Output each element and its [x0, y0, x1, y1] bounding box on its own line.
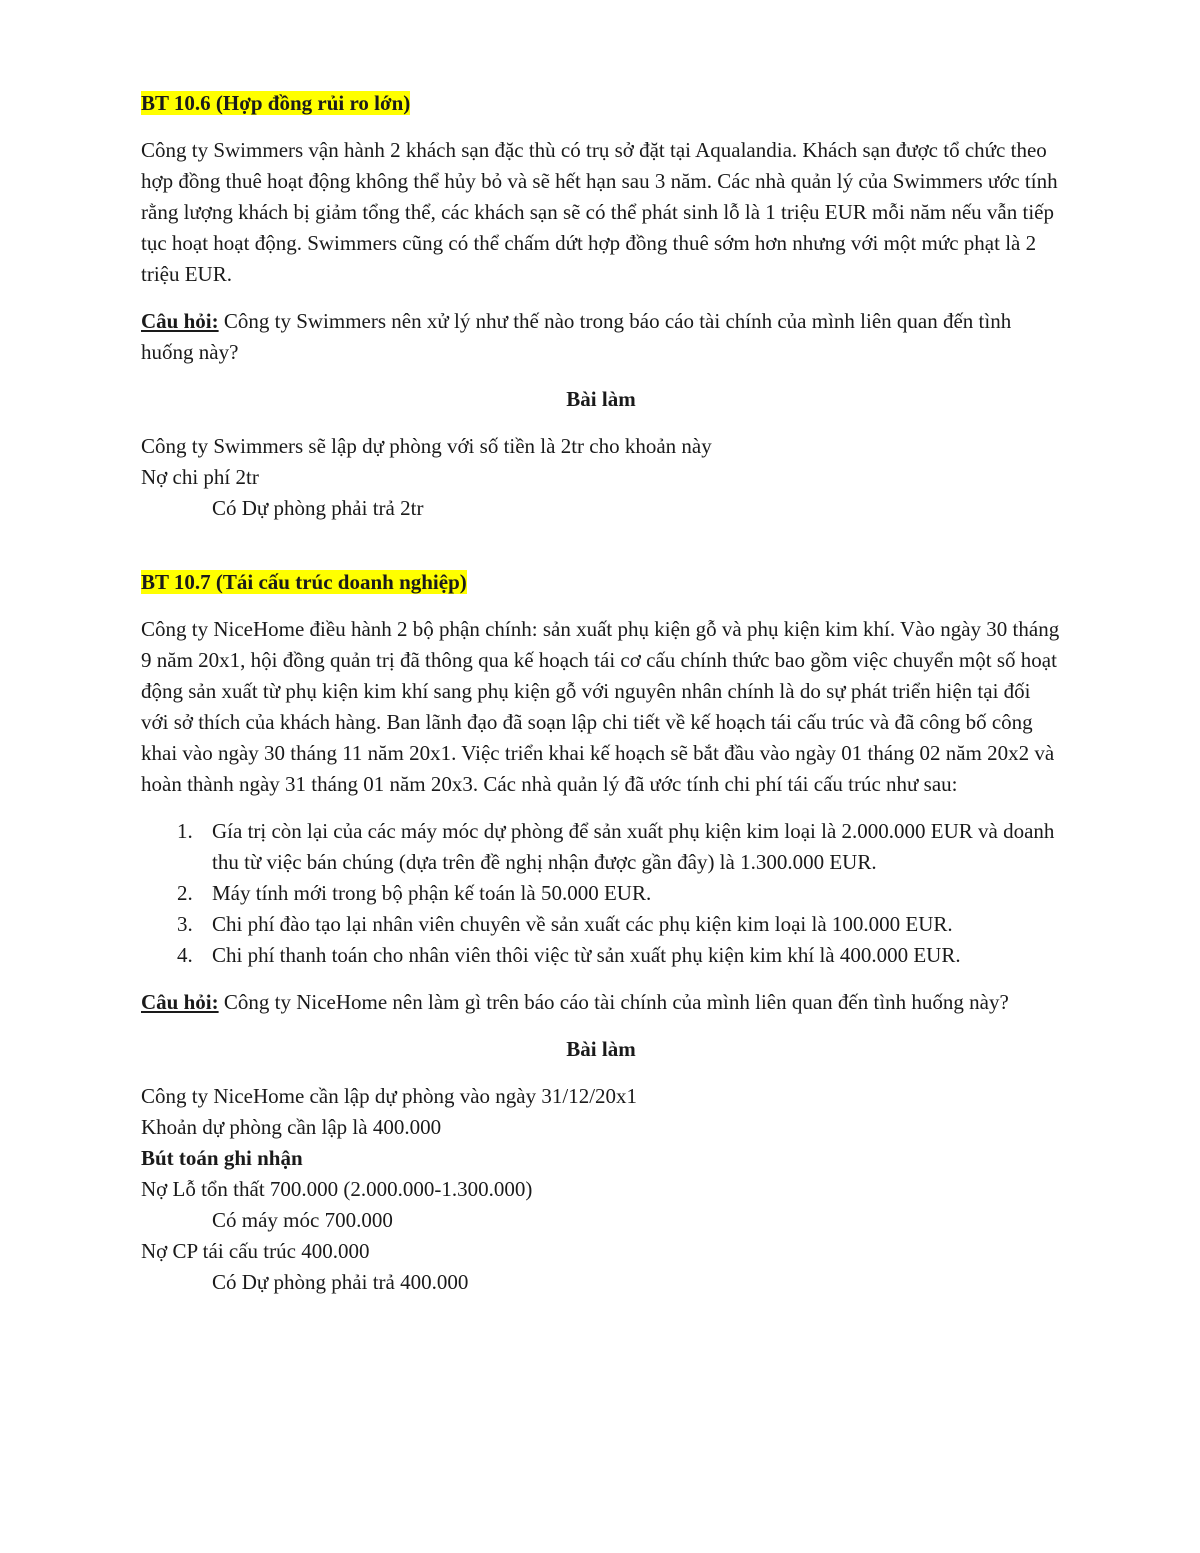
entry-line-indented: Có Dự phòng phải trả 400.000 [212, 1270, 469, 1294]
section-paragraph: Công ty NiceHome điều hành 2 bộ phận chính: sản xuất phụ kiện gỗ và phụ kiện kim khí. Vào ngày 30 tháng 9 năm 20x1, hội đồng quản trị đã thông qua kế hoạch tái cơ cấu chính thức bao gồm việc chuyển một số hoạt động sản xuất từ phụ kiện kim khí sang phụ kiện gỗ với nguyên nhân chính là do sự phát triển hiện tại đối với sở thích của khách hàng. Ban lãnh đạo đã soạn lập chi tiết về kế hoạch tái cấu trúc và đã công bố công khai vào ngày 30 tháng 11 năm 20x1. Việc triển khai kế hoạch sẽ bắt đầu vào ngày 01 tháng 02 năm 20x2 và hoàn thành ngày 31 tháng 01 năm 20x3. Các nhà quản lý đã ước tính chi phí tái cấu trúc như sau: [141, 617, 1060, 796]
question-text: Công ty NiceHome nên làm gì trên báo cáo tài chính của mình liên quan đến tình huống này? [218, 990, 1009, 1014]
list-text: Máy tính mới trong bộ phận kế toán là 50.000 EUR. [212, 881, 652, 905]
answer-line: Khoản dự phòng cần lập là 400.000 [141, 1115, 442, 1139]
entry-heading: Bút toán ghi nhận [141, 1146, 303, 1170]
list-number: 4. [177, 943, 193, 967]
answer-line-indented: Có Dự phòng phải trả 2tr [212, 496, 424, 520]
list-text: Chi phí đào tạo lại nhân viên chuyên về sản xuất các phụ kiện kim loại là 100.000 EUR. [212, 912, 953, 936]
answer-line: Công ty NiceHome cần lập dự phòng vào ngày 31/12/20x1 [141, 1084, 638, 1108]
question-paragraph [141, 987, 1061, 1018]
list-item [141, 816, 1061, 878]
list-text: Chi phí thanh toán cho nhân viên thôi việc từ sản xuất phụ kiện kim khí là 400.000 EUR. [212, 943, 961, 967]
list-item [141, 909, 1061, 940]
answer-heading: Bài làm [566, 1037, 636, 1061]
list-item [141, 878, 1061, 909]
question-label: Câu hỏi: [141, 309, 219, 333]
list-number: 1. [177, 819, 193, 843]
entry-line: Nợ Lỗ tổn thất 700.000 (2.000.000-1.300.000) [141, 1177, 533, 1201]
list-number: 3. [177, 912, 193, 936]
answer-heading: Bài làm [566, 387, 636, 411]
question-label: Câu hỏi: [141, 990, 219, 1014]
question-paragraph [141, 306, 1061, 368]
answer-line: Công ty Swimmers sẽ lập dự phòng với số tiền là 2tr cho khoản này [141, 434, 712, 458]
question-text: Công ty Swimmers nên xử lý như thế nào trong báo cáo tài chính của mình liên quan đến tình huống này? [141, 309, 1012, 364]
section-title-bt-10-6: BT 10.6 (Hợp đồng rủi ro lớn) [141, 91, 411, 115]
list-item [141, 940, 1061, 971]
list-text: Gía trị còn lại của các máy móc dự phòng để sản xuất phụ kiện kim loại là 2.000.000 EUR và doanh thu từ việc bán chúng (dựa trên đề nghị nhận được gần đây) là 1.300.000 EUR. [212, 819, 1055, 874]
cost-list [141, 816, 1061, 971]
list-number: 2. [177, 881, 193, 905]
entry-line: Nợ CP tái cấu trúc 400.000 [141, 1239, 370, 1263]
section-paragraph: Công ty Swimmers vận hành 2 khách sạn đặc thù có trụ sở đặt tại Aqualandia. Khách sạn được tổ chức theo hợp đồng thuê hoạt động không thể hủy bỏ và sẽ hết hạn sau 3 năm. Các nhà quản lý của Swimmers ước tính rằng lượng khách bị giảm tổng thể, các khách sạn sẽ có thể phát sinh lỗ là 1 triệu EUR mỗi năm nếu vẫn tiếp tục hoạt hoạt động. Swimmers cũng có thể chấm dứt hợp đồng thuê sớm hơn nhưng với một mức phạt là 2 triệu EUR. [141, 138, 1058, 286]
entry-line-indented: Có máy móc 700.000 [212, 1208, 393, 1232]
document-content [141, 88, 1061, 1298]
section-title-bt-10-7: BT 10.7 (Tái cấu trúc doanh nghiệp) [141, 570, 467, 594]
answer-line: Nợ chi phí 2tr [141, 465, 259, 489]
